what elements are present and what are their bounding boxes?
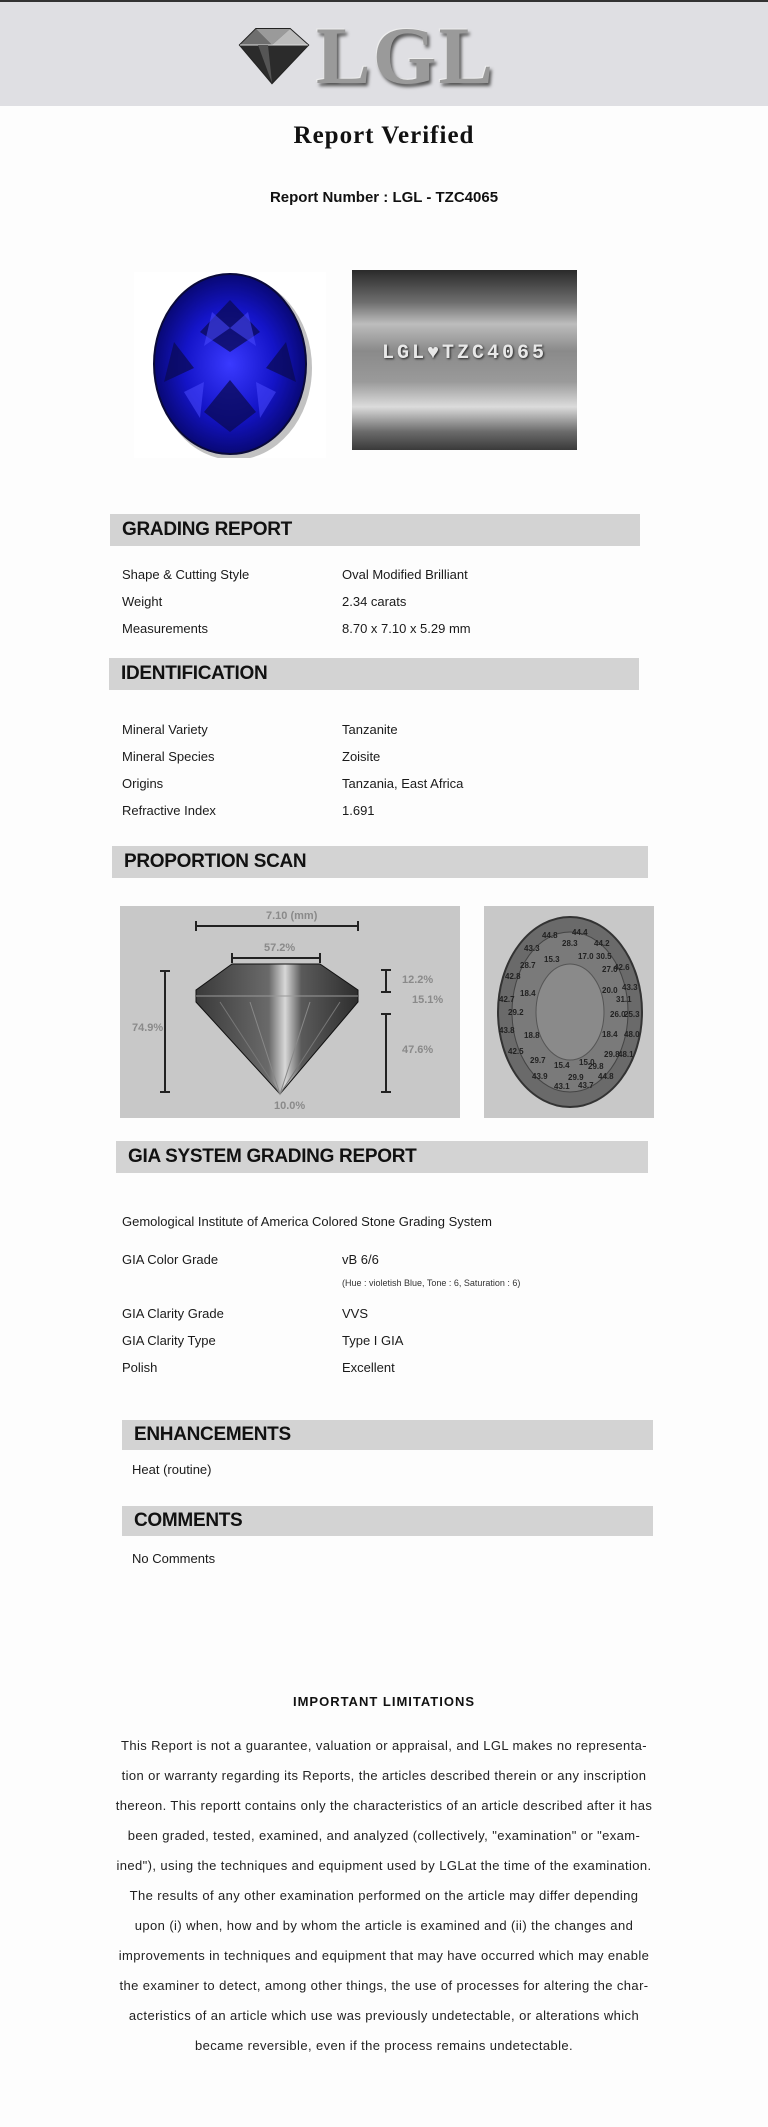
facet-value: 43.1	[554, 1082, 570, 1091]
row-label: Shape & Cutting Style	[122, 567, 250, 582]
facet-value: 42.7	[499, 995, 515, 1004]
grading-report-header: GRADING REPORT	[110, 514, 640, 546]
facet-value: 28.7	[520, 961, 536, 970]
proportion-scan-header: PROPORTION SCAN	[112, 846, 648, 878]
row-label: Refractive Index	[122, 803, 216, 818]
facet-value: 44.4	[572, 928, 588, 937]
row-label: GIA Color Grade	[122, 1252, 219, 1267]
facet-value: 43.9	[532, 1072, 548, 1081]
enhancements-text: Heat (routine)	[132, 1462, 212, 1477]
identification-header: IDENTIFICATION	[109, 658, 639, 690]
facet-value: 20.0	[602, 986, 618, 995]
facet-value: 17.0	[578, 952, 594, 961]
facet-value: 15.0	[579, 1058, 595, 1067]
row-value: Tanzanite	[342, 722, 398, 737]
facet-value: 27.0	[602, 965, 618, 974]
page-title: Report Verified	[293, 122, 475, 149]
lgl-logo[interactable]	[232, 10, 496, 101]
row-value: Excellent	[342, 1360, 395, 1375]
facet-value: 26.0	[610, 1010, 626, 1019]
facet-value: 48.0	[624, 1030, 640, 1039]
row-value: 8.70 x 7.10 x 5.29 mm	[342, 621, 471, 636]
side-profile-diagram	[120, 906, 460, 1118]
facet-value: 44.2	[594, 939, 610, 948]
facet-value: 43.8	[499, 1026, 515, 1035]
facet-value: 15.3	[544, 955, 560, 964]
row-value: Type I GIA	[342, 1333, 404, 1348]
limitations-line: The results of any other examination performed on the article may differ depending	[129, 1888, 639, 1903]
row-value: Tanzania, East Africa	[342, 776, 464, 791]
pavilion-label: 47.6%	[402, 1044, 434, 1056]
row-label: Polish	[122, 1360, 158, 1375]
facet-value: 44.8	[598, 1072, 614, 1081]
facet-value: 44.8	[542, 931, 558, 940]
facet-value: 29.2	[508, 1008, 524, 1017]
row-value: 2.34 carats	[342, 594, 407, 609]
limitations-line: improvements in techniques and equipment that may have occurred which may enable	[118, 1948, 650, 1963]
limitations-line: been graded, tested, examined, and analyzed (collectively, "examination" or "exam-	[127, 1828, 641, 1843]
report-number: Report Number : LGL - TZC4065	[269, 189, 499, 206]
facet-value: 25.3	[624, 1010, 640, 1019]
culet-label: 10.0%	[274, 1100, 306, 1112]
row-value: VVS	[342, 1306, 369, 1321]
limitations-line: acteristics of an article which use was previously undetectable, or alterations which	[128, 2008, 640, 2023]
facet-value: 18.4	[602, 1030, 618, 1039]
row-label: Measurements	[122, 621, 208, 636]
header-banner	[0, 0, 768, 106]
facet-value: 31.1	[616, 995, 632, 1004]
row-label: GIA Clarity Grade	[122, 1306, 224, 1321]
facet-value: 43.7	[578, 1081, 594, 1090]
row-label: Origins	[122, 776, 164, 791]
facet-value: 29.9	[568, 1073, 584, 1082]
facet-value: 43.3	[622, 983, 638, 992]
row-label: Mineral Variety	[122, 722, 208, 737]
width-label: 7.10 (mm)	[266, 910, 318, 922]
limitations-line: tion or warranty regarding its Reports, the articles described therein or any inscription	[121, 1768, 647, 1783]
limitations-line: This Report is not a guarantee, valuation or appraisal, and LGL makes no representa-	[121, 1738, 647, 1753]
facet-value: 42.8	[505, 972, 521, 981]
laser-inscription: LGL♥TZC4065	[381, 342, 548, 365]
depth-label: 74.9%	[132, 1022, 164, 1034]
facet-value: 15.4	[554, 1061, 570, 1070]
facet-value: 29.7	[530, 1056, 546, 1065]
top-view-diagram	[484, 906, 654, 1118]
limitations-line: upon (i) when, how and by whom the article is examined and (ii) the changes and	[134, 1918, 634, 1933]
limitations-line: ined"), using the techniques and equipment used by LGLat the time of the examination.	[116, 1858, 652, 1873]
crown-label: 12.2%	[402, 974, 434, 986]
facet-value: 29.8	[588, 1062, 604, 1071]
row-value: 1.691	[342, 803, 375, 818]
row-label: GIA Clarity Type	[122, 1333, 216, 1348]
gia-subtitle: Gemological Institute of America Colored Stone Grading System	[122, 1214, 492, 1229]
limitations-line: thereon. This reportt contains only the characteristics of an article described after it has	[115, 1798, 653, 1813]
facet-value: 30.5	[596, 952, 612, 961]
facet-value: 42.5	[508, 1047, 524, 1056]
row-label: Mineral Species	[122, 749, 215, 764]
gem-photo	[134, 272, 326, 458]
row-value: Oval Modified Brilliant	[342, 567, 468, 582]
facet-value: 18.4	[520, 989, 536, 998]
comments-text: No Comments	[132, 1551, 216, 1566]
inscription-photo	[352, 270, 577, 450]
facet-value: 42.6	[614, 963, 630, 972]
facet-value: 29.8	[604, 1050, 620, 1059]
limitations-line: the examiner to detect, among other things, the use of processes for altering the char-	[119, 1978, 649, 1993]
limitations-title: IMPORTANT LIMITATIONS	[292, 1694, 476, 1709]
limitations-line: became reversible, even if the process remains undetectable.	[194, 2038, 574, 2053]
enhancements-header: ENHANCEMENTS	[122, 1420, 653, 1450]
comments-header: COMMENTS	[122, 1506, 653, 1536]
diamond-icon	[232, 25, 312, 87]
facet-value: 43.3	[524, 944, 540, 953]
table-label: 57.2%	[264, 942, 296, 954]
logo-text: LGL	[316, 10, 496, 101]
row-value: vB 6/6	[342, 1252, 379, 1267]
facet-value: 48.1	[618, 1050, 634, 1059]
row-label: Weight	[122, 594, 163, 609]
row-value: Zoisite	[342, 749, 381, 764]
facet-value: 28.3	[562, 939, 578, 948]
girdle-label: 15.1%	[412, 994, 444, 1006]
facet-value: 18.8	[524, 1031, 540, 1040]
gia-grading-header: GIA SYSTEM GRADING REPORT	[116, 1141, 648, 1173]
color-grade-note: (Hue : violetish Blue, Tone : 6, Saturation : 6)	[342, 1278, 521, 1288]
